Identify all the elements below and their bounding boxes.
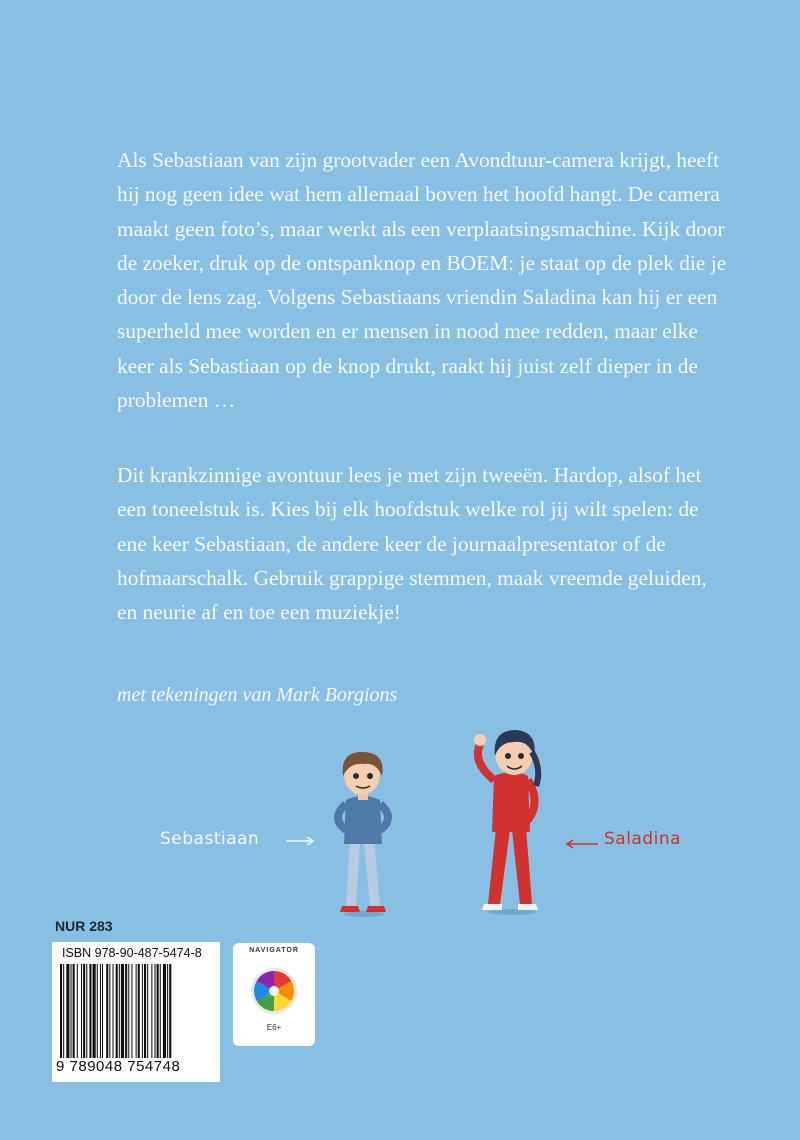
barcode-bar	[83, 964, 85, 1058]
barcode-bar	[113, 964, 114, 1058]
navigator-badge	[233, 943, 315, 1046]
label-sebastiaan: Sebastiaan	[160, 829, 260, 849]
arrow-left-icon	[567, 840, 598, 848]
barcode-bar	[109, 964, 110, 1058]
navigator-level: E6+	[266, 1023, 282, 1032]
barcode-bar	[128, 964, 129, 1058]
barcode-panel	[52, 942, 220, 1082]
barcode-bar	[163, 964, 166, 1058]
saladina-figure	[474, 730, 538, 915]
barcode-bar	[119, 964, 120, 1058]
barcode-bar	[136, 964, 137, 1058]
barcode-bar	[167, 964, 168, 1058]
barcode-bar	[89, 964, 91, 1058]
barcode-bar	[66, 964, 69, 1058]
barcode-bar	[60, 964, 62, 1058]
barcode-bars	[60, 964, 212, 1058]
barcode-bar	[81, 964, 82, 1058]
blurb-paragraph-1: Als Sebastiaan van zijn grootvader een Avondtuur-camera krijgt, heeft hij nog geen idee wat hem allemaal boven het hoofd hangt. De camera maakt geen foto’s, maar werkt als een verplaatsingsmachine. Kijk door de zoeker, druk op de ontspanknop en BOEM: je staat op de plek die je door de lens zag. Volgens Sebastiaans vriendin Saladina kan hij er een superheld mee worden en er mensen in nood mee redden, maar elke keer als Sebastiaan op de knop drukt, raakt hij juist zelf dieper in de problemen …	[117, 148, 727, 413]
barcode-bar	[131, 964, 132, 1058]
barcode-bar	[138, 964, 140, 1058]
navigator-label: NAVIGATOR	[249, 947, 299, 954]
barcode-bar	[147, 964, 148, 1058]
sebastiaan-figure	[338, 752, 388, 917]
barcode-bar	[86, 964, 87, 1058]
barcode-bar	[93, 964, 96, 1058]
barcode-bar	[157, 964, 159, 1058]
barcode-bar	[160, 964, 161, 1058]
barcode-bar	[73, 964, 75, 1058]
barcode-bar	[77, 964, 78, 1058]
blurb-paragraph-2: Dit krankzinnige avontuur lees je met zijn tweeën. Hardop, alsof het een toneelstuk is. Kies bij elk hoofdstuk welke rol jij wilt spelen: de ene keer Sebastiaan, de andere keer de journaalpresentator of de hofmaarschalk. Gebruik grappige stemmen, maak vreemde geluiden, en neurie af en toe een muziekje!	[117, 463, 707, 625]
isbn-text: ISBN 978-90-487-5474-8	[62, 946, 202, 960]
barcode-bar	[169, 964, 171, 1058]
barcode-bar	[144, 964, 146, 1058]
barcode-bar	[63, 964, 64, 1058]
barcode-bar	[121, 964, 124, 1058]
nur-code: NUR 283	[55, 918, 113, 934]
barcode-bar	[116, 964, 118, 1058]
barcode-bar	[106, 964, 108, 1058]
label-saladina: Saladina	[604, 829, 682, 849]
illustrator-credit: met tekeningen van Mark Borgions	[117, 684, 398, 706]
barcode-number: 9 789048 754748	[56, 1058, 181, 1075]
barcode-bar	[125, 964, 127, 1058]
characters-illustration	[150, 718, 730, 918]
barcode-bar	[142, 964, 143, 1058]
arrow-right-icon	[286, 837, 313, 845]
barcode-bar	[151, 964, 152, 1058]
barcode-bar	[71, 964, 72, 1058]
barcode-bar	[97, 964, 98, 1058]
barcode-bar	[155, 964, 156, 1058]
barcode-bar	[100, 964, 101, 1058]
barcode-bar	[102, 964, 103, 1058]
